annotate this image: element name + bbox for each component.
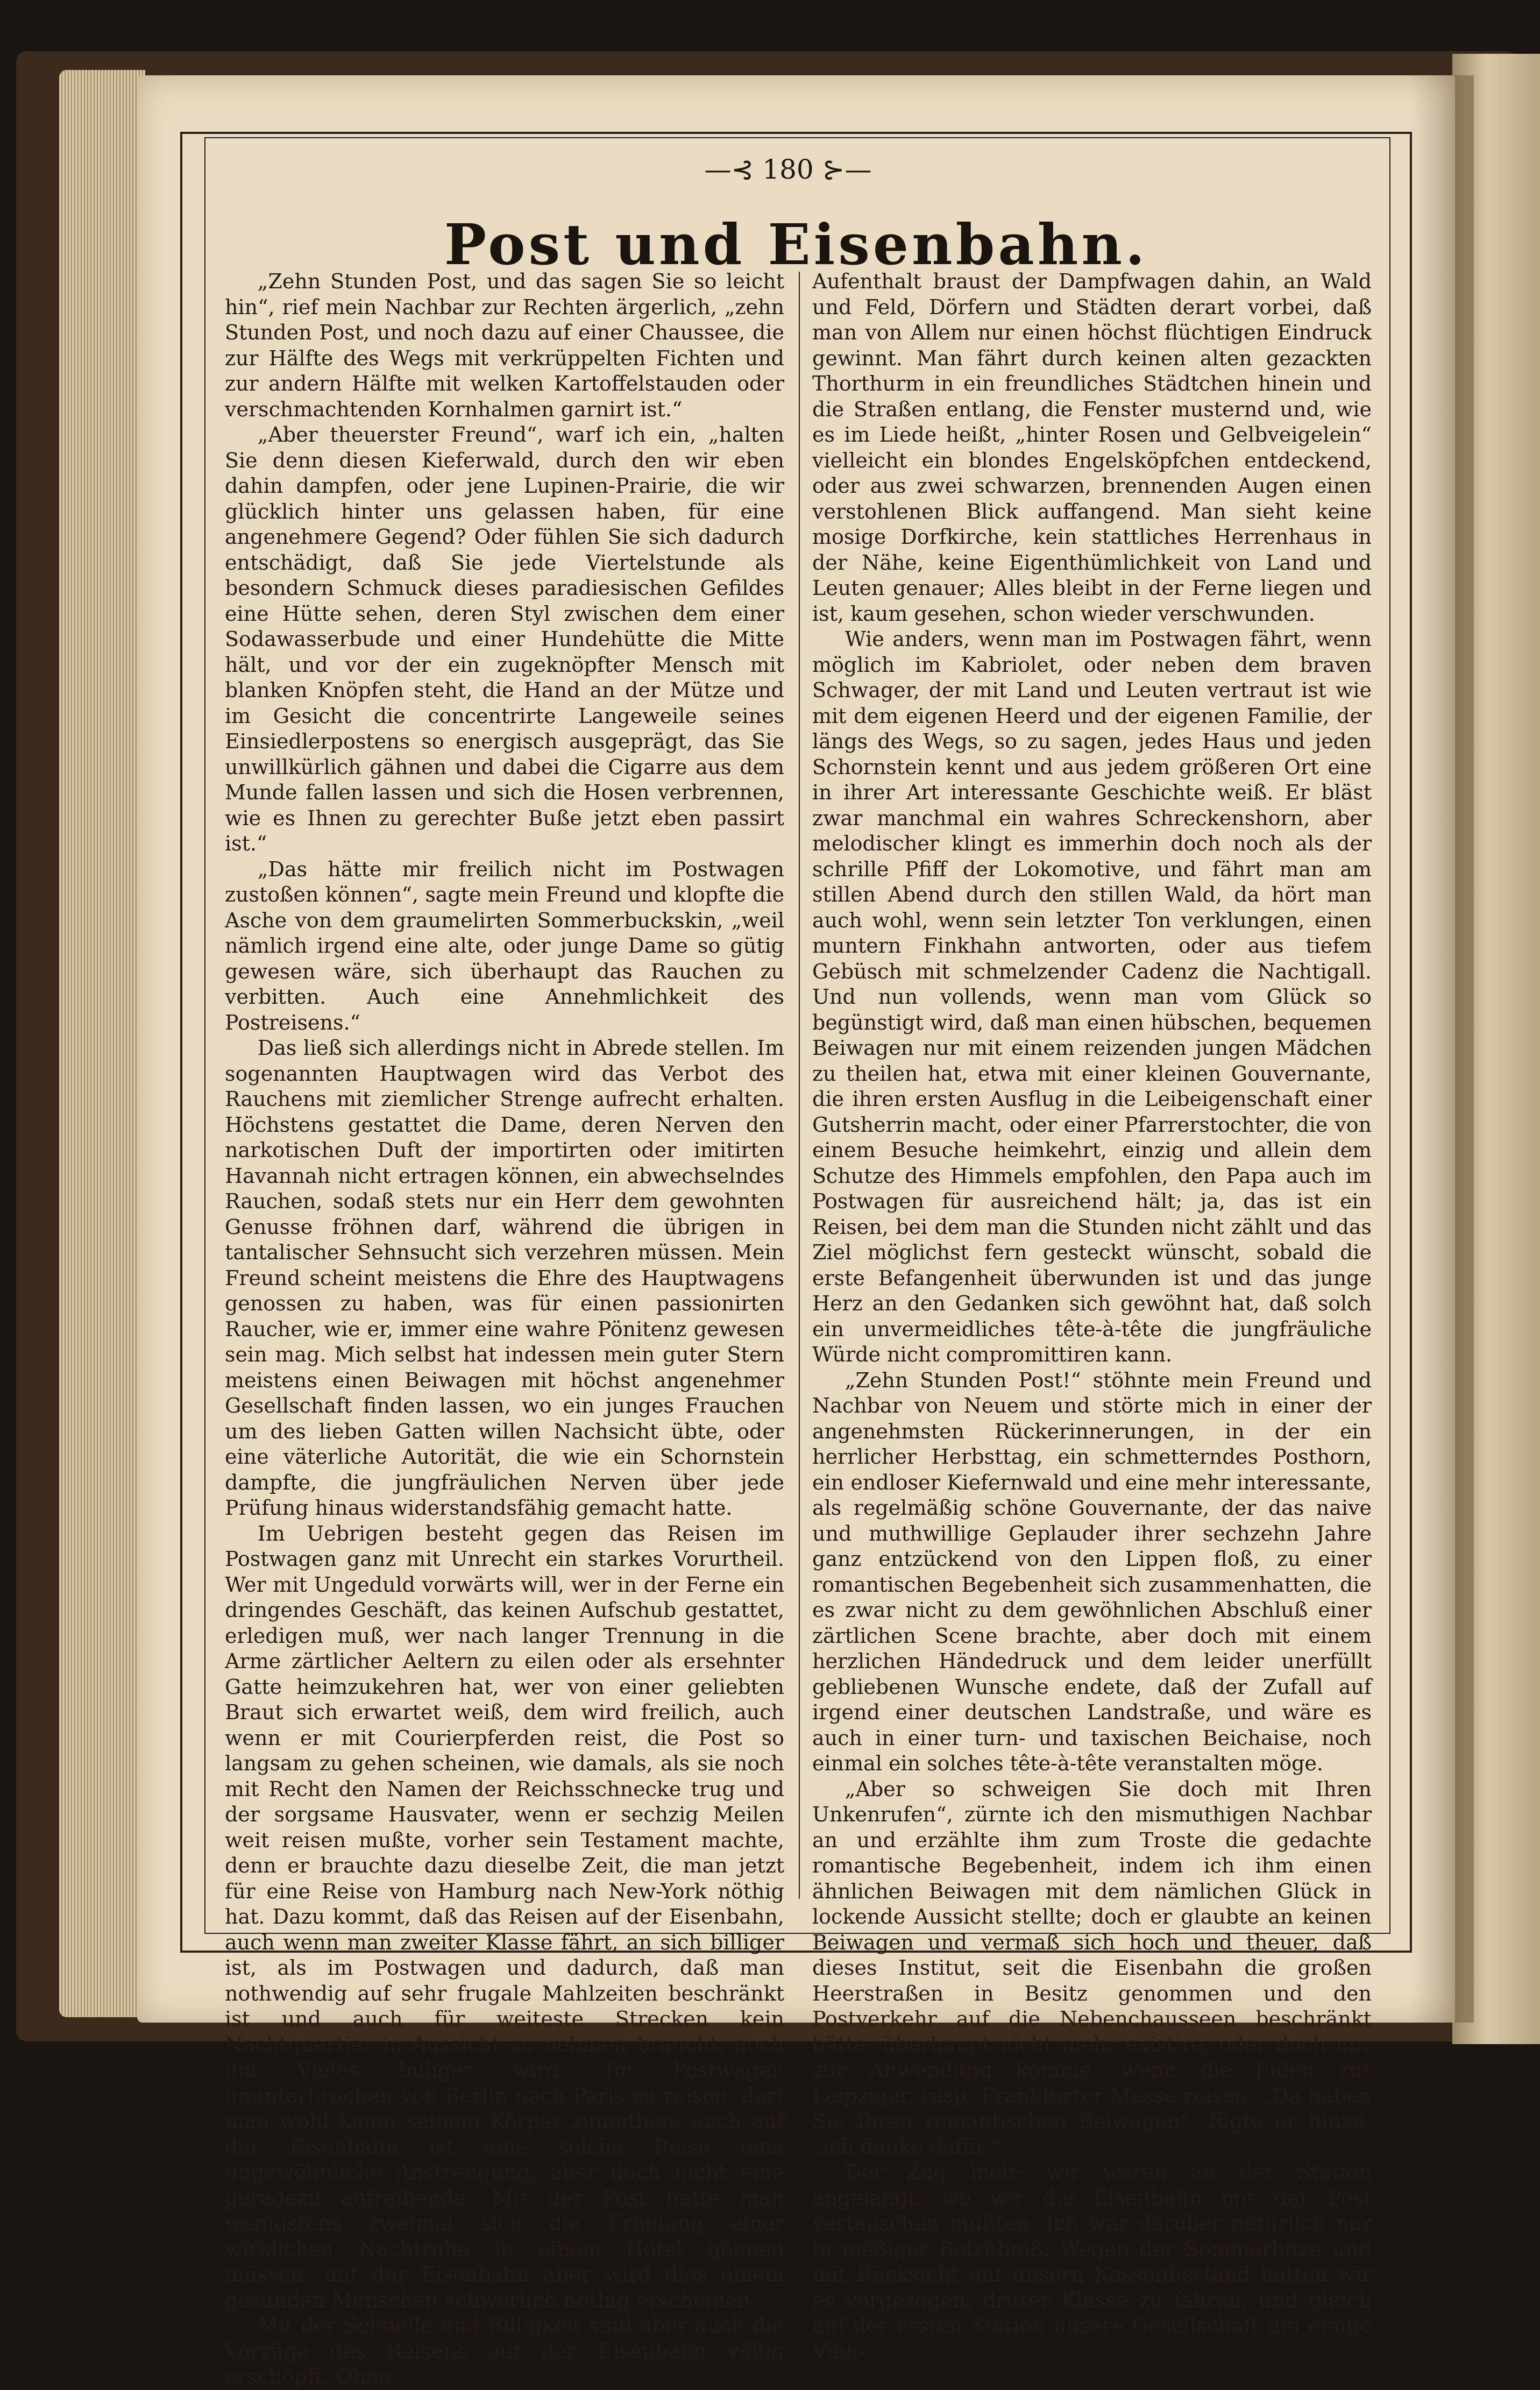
- page-edges: [59, 70, 145, 2017]
- text-column-right: [812, 269, 1372, 2363]
- paragraph: Mit der Schnelle und Billigkeit sind aber auch die Vorzüge des Reisens auf der Eisenbahn völlig erschöpft. Ohne: [225, 2314, 784, 2388]
- article-title: Post und Eisenbahn.: [444, 211, 1148, 278]
- paragraph: Wie anders, wenn man im Postwagen fährt, wenn möglich im Kabriolet, oder neben dem braven Schwager, der mit Land und Leuten vertraut ist wie mit dem eigenen Heerd und der eigenen Familie, der längs des Wegs, so zu sagen, jedes Haus und jeden Schornstein kennt und aus jedem größeren Ort eine in ihrer Art interessante Geschichte weiß. Er bläst zwar manchmal ein wahres Schreckenshorn, aber melodischer klingt es immerhin doch noch als der schrille Pfiff der Lokomotive, und fährt man am stillen Abend durch den stillen Wald, da hört man auch wohl, wenn sein letzter Ton verklungen, einen muntern Finkhahn antworten, oder aus tiefem Gebüsch mit schmelzender Cadenz die Nachtigall. Und nun vollends, wenn man vom Glück so begünstigt wird, daß man einen hübschen, bequemen Beiwagen nur mit einem reizenden jungen Mädchen zu theilen hat, etwa mit einer kleinen Gouvernante, die ihren ersten Ausflug in die Leibeigenschaft einer Gutsherrin macht, oder einer Pfarrerstochter, die von einem Besuche heimkehrt, einzig und allein dem Schutze des Himmels empfohlen, den Papa auch im Postwagen für ausreichend hält; ja, das ist ein Reisen, bei dem man die Stunden nicht zählt und das Ziel möglichst fern gesteckt wünscht, sobald die erste Befangenheit überwunden ist und das junge Herz an den Gedanken sich gewöhnt hat, daß solch ein unvermeidliches tête-à-tête die jungfräuliche Würde nicht compromittiren kann.: [812, 627, 1372, 1366]
- paragraph: Aufenthalt braust der Dampfwagen dahin, an Wald und Feld, Dörfern und Städten derart vorbei, daß man von Allem nur einen höchst flüchtigen Eindruck gewinnt. Man fährt durch keinen alten gezackten Thorthurm in ein freundliches Städtchen hinein und die Straßen entlang, die Fenster musternd und, wie es im Liede heißt, „hinter Rosen und Gelbveigelein“ vielleicht ein blondes Engelsköpfchen entdeckend, oder aus zwei schwarzen, brennenden Augen einen verstohlenen Blick auffangend. Man sieht keine mosige Dorfkirche, kein stattliches Herrenhaus in der Nähe, keine Eigenthümlichkeit von Land und Leuten genauer; Alles bleibt in der Ferne liegen und ist, kaum gesehen, schon wieder verschwunden.: [812, 270, 1372, 626]
- text-column-left: [225, 269, 784, 2388]
- paragraph: „Aber so schweigen Sie doch mit Ihren Unkenrufen“, zürnte ich den mismuthigen Nachbar an und erzählte ihm zum Troste die gedachte romantische Begebenheit, indem ich ihm einen ähnlichen Beiwagen mit dem nämlichen Glück in lockende Aussicht stellte; doch er glaubte an keinen Beiwagen und vermaß sich hoch und theuer, daß dieses Institut, seit die Eisenbahn die großen Heerstraßen in Besitz genommen und den Postverkehr auf die Nebenchausseen beschränkt hätte, überhaupt nicht mehr existire, oder doch nur zur Anwendung komme, wenn die Juden zur Leipziger, resp. Frankfurter Messe reisen. „Da haben Sie Ihren romantischen Beiwagen“, fügte er hinzu, „ich danke dafür.“: [812, 1777, 1372, 2159]
- column-divider: [799, 272, 800, 1899]
- paragraph: „Zehn Stunden Post, und das sagen Sie so leicht hin“, rief mein Nachbar zur Rechten ärgerlich, „zehn Stunden Post, und noch dazu auf einer Chaussee, die zur Hälfte des Wegs mit verkrüppelten Fichten und zur andern Hälfte mit welken Kartoffelstauden oder verschmachtenden Kornhalmen garnirt ist.“: [225, 270, 784, 421]
- paragraph: „Aber theuerster Freund“, warf ich ein, „halten Sie denn diesen Kieferwald, durch den wir eben dahin dampfen, oder jene Lupinen-Prairie, die wir glücklich hinter uns gelassen haben, für eine angenehmere Gegend? Oder fühlen Sie sich dadurch entschädigt, daß Sie jede Viertelstunde als besondern Schmuck dieses paradiesischen Gefildes eine Hütte sehen, deren Styl zwischen dem einer Sodawasserbude und einer Hundehütte die Mitte hält, und vor der ein zugeknöpfter Mensch mit blanken Knöpfen steht, die Hand an der Mütze und im Gesicht die concentrirte Langeweile seines Einsiedlerpostens so energisch ausgeprägt, das Sie unwillkürlich gähnen und dabei die Cigarre aus dem Munde fallen lassen und sich die Hosen verbrennen, wie es Ihnen zu gerechter Buße jetzt eben passirt ist.“: [225, 423, 784, 855]
- paragraph: Im Uebrigen besteht gegen das Reisen im Postwagen ganz mit Unrecht ein starkes Vorurtheil. Wer mit Ungeduld vorwärts will, wer in der Ferne ein dringendes Geschäft, das keinen Aufschub gestattet, erledigen muß, wer nach langer Trennung in die Arme zärtlicher Aeltern zu eilen oder als ersehnter Gatte heimzukehren hat, wer von einer geliebten Braut sich erwartet weiß, dem wird freilich, auch wenn er mit Courierpferden reist, die Post so langsam zu gehen scheinen, wie damals, als sie noch mit Recht den Namen der Reichsschnecke trug und der sorgsame Hausvater, wenn er sechzig Meilen weit reisen mußte, vorher sein Testament machte, denn er brauchte dazu dieselbe Zeit, die man jetzt für eine Reise von Hamburg nach New-York nöthig hat. Dazu kommt, daß das Reisen auf der Eisenbahn, auch wenn man zweiter Klasse fährt, an sich billiger ist, als im Postwagen und dadurch, daß man nothwendig auf sehr frugale Mahlzeiten beschränkt ist und auch für weiteste Strecken kein Nachtquartier in Aussicht zu nehmen braucht, noch um Vieles billiger wird. Im Postwagen ununterbrochen von Berlin nach Paris zu reisen, darf man wohl kaum seinem Körper zumuthen; auch auf der Eisenbahn ist eine solche Reise eine ungewöhnliche Anstrengung, aber doch nicht eine geradezu aufreibende. Mit der Post hätte man wenigstens zweimal sich die Erholung einer wirklichen Nachtruhe in einem Hotel gönnen müssen, mit der Eisenbahn aber wird dies einem gesunden Menschen schwerlich nöthig erscheinen.: [225, 1521, 784, 2312]
- paragraph: „Zehn Stunden Post!“ stöhnte mein Freund und Nachbar von Neuem und störte mich in einer der angenehmsten Rückerinnerungen, in der ein herrlicher Herbsttag, ein schmetterndes Posthorn, ein endloser Kiefernwald und eine mehr interessante, als regelmäßig schöne Gouvernante, der das naive und muthwillige Geplauder ihrer sechzehn Jahre ganz entzückend von den Lippen floß, zu einer romantischen Begebenheit sich zusammenhatten, die es zwar nicht zu dem gewöhnlichen Abschluß einer zärtlichen Scene brachte, aber doch mit einem herzlichen Händedruck und dem leider unerfüllt gebliebenen Wunsche endete, daß der Zufall auf irgend einer deutschen Landstraße, und wäre es auch in einer turn- und taxischen Beichaise, noch einmal ein solches tête-à-tête veranstalten möge.: [812, 1368, 1372, 1775]
- paragraph: Das ließ sich allerdings nicht in Abrede stellen. Im sogenannten Hauptwagen wird das Verbot des Rauchens mit ziemlicher Strenge aufrecht erhalten. Höchstens gestattet die Dame, deren Nerven den narkotischen Duft der importirten oder imitirten Havannah nicht ertragen können, ein abwechselndes Rauchen, sodaß stets nur ein Herr dem gewohnten Genusse fröhnen darf, während die übrigen in tantalischer Sehnsucht sich verzehren müssen. Mein Freund scheint meistens die Ehre des Hauptwagens genossen zu haben, was für einen passionirten Raucher, wie er, immer eine wahre Pönitenz gewesen sein mag. Mich selbst hat indessen mein guter Stern meistens einen Beiwagen mit höchst angenehmer Gesellschaft finden lassen, wo ein junges Frauchen um des lieben Gatten willen Nachsicht übte, oder eine väterliche Autorität, die wie ein Schornstein dampfte, die jungfräulichen Nerven über jede Prüfung hinaus widerstandsfähig gemacht hatte.: [225, 1036, 784, 1520]
- page-gutter-shadow: [1409, 75, 1474, 2023]
- page-number: —⊰ 180 ⊱—: [704, 154, 872, 185]
- paragraph: „Das hätte mir freilich nicht im Postwagen zustoßen können“, sagte mein Freund und klopfte die Asche von dem graumelirten Sommerbuckskin, „weil nämlich irgend eine alte, oder junge Dame so gütig gewesen wäre, sich überhaupt das Rauchen zu verbitten. Auch eine Annehmlichkeit des Postreisens.“: [225, 857, 784, 1034]
- paragraph: Der Zug hielt; wir waren an der Station angelangt, wo wir die Eisenbahn mit der Post vertauschen mußten. Ich war darüber natürlich nur in mäßiger Betrübniß. Wegen der Sommerhitze und mit Rücksicht auf unsern Kassenbestand hatten wir es vorgezogen, dritter Klasse zu fahren, und gleich auf der ersten Station unsere Gesellschaft um einige Vieh-: [812, 2160, 1372, 2363]
